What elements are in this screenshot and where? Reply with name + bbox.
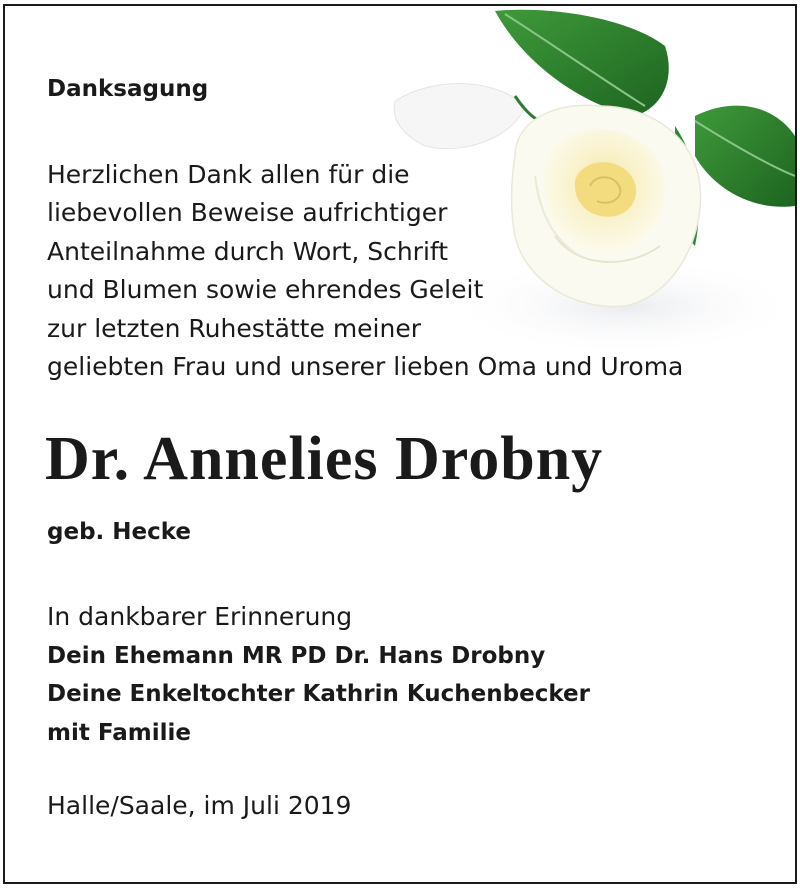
signatory-line: Deine Enkeltochter Kathrin Kuchenbecker (47, 681, 590, 707)
thanks-line: liebevollen Beweise aufrichtiger (47, 198, 448, 228)
signatory-line: Dein Ehemann MR PD Dr. Hans Drobny (47, 642, 546, 669)
remembrance-intro: In dankbarer Erinnerung (47, 602, 353, 631)
signatory-line: mit Familie (47, 719, 191, 746)
leaf-right (695, 106, 795, 207)
obituary-card (3, 4, 797, 884)
place-date: Halle/Saale, im Juli 2019 (47, 791, 352, 820)
thanks-line: Anteilnahme durch Wort, Schrift (47, 236, 449, 266)
thanks-line: zur letzten Ruhestätte meiner (47, 313, 421, 343)
thanks-line: Herzlichen Dank allen für die (47, 160, 410, 189)
thanks-text (47, 156, 683, 386)
maiden-name: geb. Hecke (47, 519, 192, 545)
leaf-top (495, 10, 669, 116)
thanks-line: und Blumen sowie ehrendes Geleit (47, 275, 484, 305)
loose-petal (394, 84, 525, 149)
signatories-block (47, 598, 590, 752)
heading-danksagung: Danksagung (47, 76, 209, 102)
thanks-line: geliebten Frau und unserer lieben Oma und Uroma (47, 352, 684, 382)
deceased-name: Dr. Annelies Drobny (45, 425, 604, 493)
